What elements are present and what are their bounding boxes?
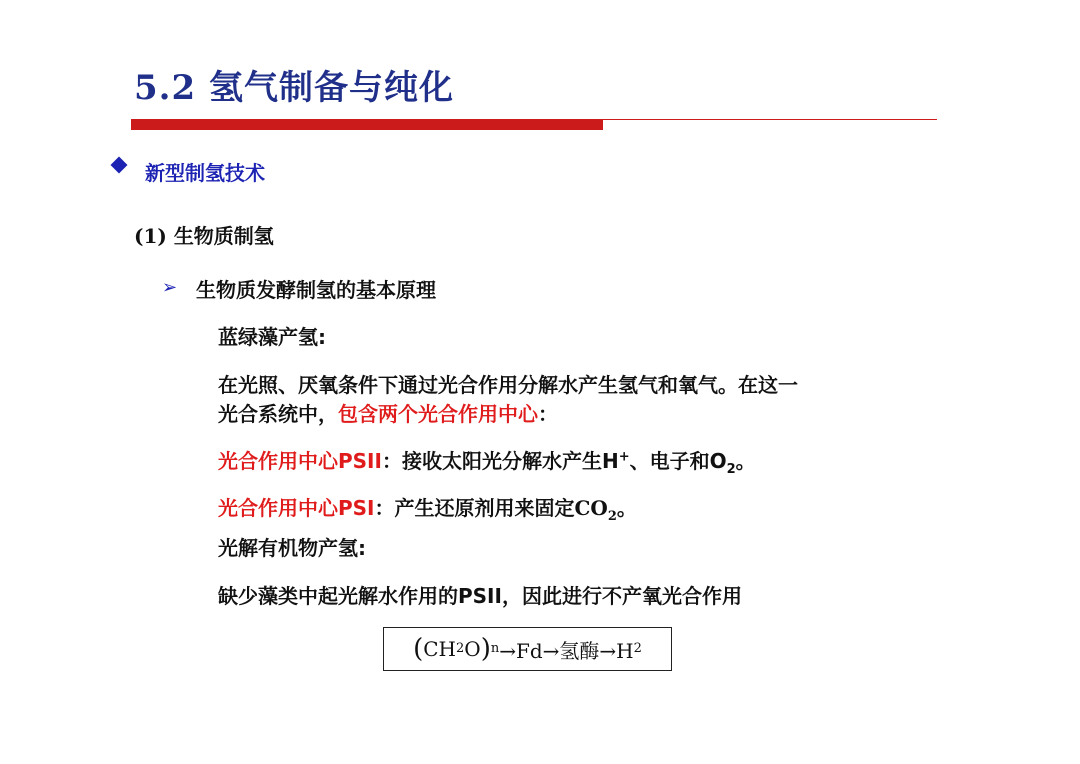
organic-text: 缺少藻类中起光解水作用的PSII，因此进行不产氧光合作用	[218, 584, 742, 608]
formula-ch: CH	[423, 637, 456, 661]
psii-superscript: +	[618, 449, 630, 465]
psi-line	[218, 493, 637, 523]
psii-label: 光合作用中心PSII	[218, 449, 382, 473]
psii-text-a: ：接收太阳光分解水产生H	[381, 449, 619, 473]
section-number: (1)	[134, 224, 167, 248]
main-heading: 新型制氢技术	[145, 161, 265, 185]
organic-title: 光解有机物产氢:	[218, 536, 366, 560]
formula-rest: →Fd→氢酶→H	[499, 638, 634, 663]
psi-subscript: 2	[607, 509, 617, 524]
psi-text: ：产生还原剂用来固定	[374, 496, 575, 520]
reaction-formula-box: ( CH 2 O ) n →Fd→氢酶→H 2	[383, 627, 672, 671]
title-underline-thin	[603, 119, 937, 120]
section-heading	[134, 220, 274, 249]
title-underline-thick	[131, 119, 603, 130]
para1-line2-start: 光合系统中，	[218, 402, 338, 426]
para1-line2-end: ：	[538, 402, 558, 426]
psii-end: 。	[735, 449, 756, 473]
formula-close-paren: )	[480, 634, 491, 664]
formula-open-paren: (	[413, 634, 424, 664]
subheading: 生物质发酵制氢的基本原理	[196, 278, 436, 302]
para1-line2	[218, 399, 558, 429]
psii-text-b: 、电子和O	[629, 449, 727, 473]
psi-end: 。	[616, 496, 637, 520]
psii-subscript: 2	[726, 462, 736, 477]
formula-o: O	[464, 637, 481, 661]
diamond-bullet-icon	[111, 157, 128, 174]
algae-title: 蓝绿藻产氢:	[218, 325, 326, 349]
psii-line	[218, 446, 756, 476]
slide-title: 5.2 氢气制备与纯化	[134, 68, 454, 108]
psi-label: 光合作用中心PSI	[218, 496, 375, 520]
section-title: 生物质制氢	[173, 224, 274, 248]
psi-co: CO	[574, 496, 608, 520]
para1-highlight: 包含两个光合作用中心	[338, 402, 538, 426]
arrow-bullet-icon: ➢	[162, 277, 178, 298]
para1-line1: 在光照、厌氧条件下通过光合作用分解水产生氢气和氧气。在这一	[218, 373, 798, 397]
